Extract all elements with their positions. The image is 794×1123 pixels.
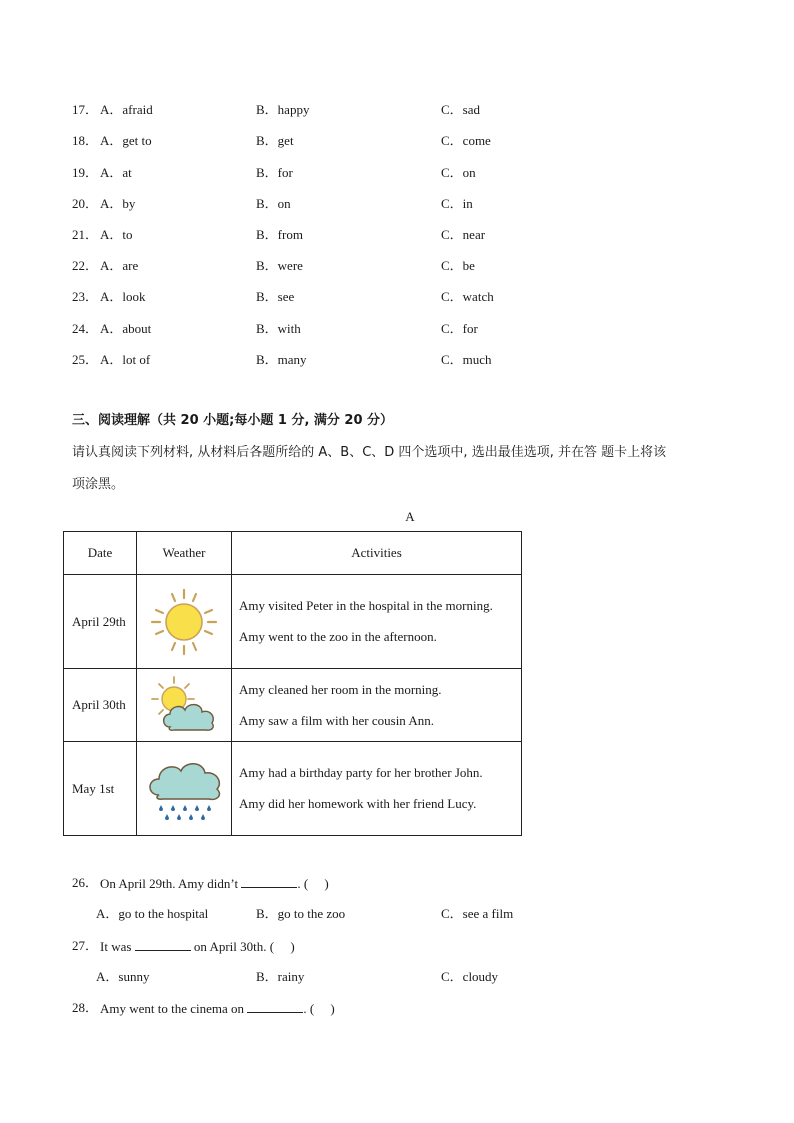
choice-option-a: A．are xyxy=(100,258,139,273)
answer-blank xyxy=(247,998,303,1013)
question-number: 26． xyxy=(72,875,99,890)
activity-line: Amy had a birthday party for her brother John. xyxy=(239,765,483,780)
rain-cloud-icon xyxy=(143,751,225,827)
activity-line: Amy cleaned her room in the morning. xyxy=(239,681,442,697)
activities-cell xyxy=(232,742,522,836)
choice-option-b: B．see xyxy=(256,289,295,304)
choice-option-b: B．happy xyxy=(256,102,310,117)
choice-number: 25． xyxy=(72,352,99,367)
question-text: On April 29th. Amy didn’t xyxy=(100,876,239,891)
header-date: Date xyxy=(64,532,137,575)
choice-option-b: B．many xyxy=(256,352,307,367)
choice-option-c: C．in xyxy=(441,196,473,211)
question-text-end: on April 30th. ( ) xyxy=(193,939,295,954)
weather-cell xyxy=(137,669,232,742)
instruction-line-1: 请认真阅读下列材料, 从材料后各题所给的 A、B、C、D 四个选项中, 选出最佳选项, 并在答 题卡上将该 xyxy=(72,445,667,460)
answer-blank xyxy=(241,873,297,888)
header-activities: Activities xyxy=(232,532,522,575)
choice-number: 17． xyxy=(72,102,99,117)
weather-cell xyxy=(137,742,232,836)
choice-option-c: C．for xyxy=(441,321,478,336)
choice-option-a: A．lot of xyxy=(100,352,151,367)
choice-option-b: B．for xyxy=(256,165,293,180)
row-date: April 29th xyxy=(64,575,137,669)
instruction-line-2: 项涂黑。 xyxy=(72,477,125,492)
question-stem xyxy=(100,873,329,894)
question-text-end: . ( ) xyxy=(303,1001,335,1016)
choice-option-b: B．get xyxy=(256,133,294,148)
choice-option-c: C．near xyxy=(441,227,486,242)
section-title: 三、阅读理解（共 20 小题;每小题 1 分, 满分 20 分） xyxy=(72,413,394,428)
choice-option-c: C．come xyxy=(441,133,491,148)
question-text-end: . ( ) xyxy=(297,876,329,891)
header-weather: Weather xyxy=(137,532,232,575)
sun-icon xyxy=(144,584,224,660)
question-stem xyxy=(100,936,295,957)
weather-cell xyxy=(137,575,232,669)
activity-line: Amy went to the zoo in the afternoon. xyxy=(239,629,437,644)
weather-activities-table xyxy=(63,531,522,836)
choice-number: 18． xyxy=(72,133,99,148)
table-row xyxy=(64,742,522,836)
passage-label: A xyxy=(405,509,415,524)
choice-option-b: B．from xyxy=(256,227,303,242)
choice-option-c: C．sad xyxy=(441,102,481,117)
activities-cell xyxy=(232,575,522,669)
choice-option-c: C．watch xyxy=(441,289,494,304)
question-option-c: C．see a film xyxy=(441,906,514,921)
question-option-b: B．go to the zoo xyxy=(256,906,346,921)
question-number: 27． xyxy=(72,938,99,953)
choice-number: 22． xyxy=(72,258,99,273)
choice-option-c: C．much xyxy=(441,352,492,367)
choice-option-a: A．look xyxy=(100,289,146,304)
choice-option-a: A．at xyxy=(100,165,132,180)
choice-option-b: B．with xyxy=(256,321,301,336)
activities-cell xyxy=(232,669,522,742)
row-date: April 30th xyxy=(64,669,137,742)
activity-line: Amy saw a film with her cousin Ann. xyxy=(239,712,434,728)
partly-cloudy-icon xyxy=(144,673,224,737)
question-option-b: B．rainy xyxy=(256,969,305,984)
choice-option-c: C．on xyxy=(441,165,476,180)
table-row xyxy=(64,575,522,669)
choice-number: 19． xyxy=(72,165,99,180)
table-row xyxy=(64,669,522,742)
choice-option-a: A．to xyxy=(100,227,133,242)
choice-option-a: A．get to xyxy=(100,133,152,148)
activity-line: Amy did her homework with her friend Lucy. xyxy=(239,796,477,811)
choice-option-b: B．were xyxy=(256,258,303,273)
question-text: Amy went to the cinema on xyxy=(100,1001,245,1016)
question-stem xyxy=(100,998,335,1019)
choice-number: 21． xyxy=(72,227,99,242)
choice-option-c: C．be xyxy=(441,258,475,273)
question-number: 28． xyxy=(72,1000,99,1015)
choice-option-a: A．afraid xyxy=(100,102,153,117)
choice-option-a: A．by xyxy=(100,196,136,211)
question-option-a: A．sunny xyxy=(96,969,150,984)
choice-number: 23． xyxy=(72,289,99,304)
question-text: It was xyxy=(100,939,132,954)
question-option-c: C．cloudy xyxy=(441,969,499,984)
row-date: May 1st xyxy=(64,742,137,836)
choice-option-a: A．about xyxy=(100,321,152,336)
table-header-row xyxy=(64,532,522,575)
answer-blank xyxy=(135,936,191,951)
choice-number: 24． xyxy=(72,321,99,336)
choice-number: 20． xyxy=(72,196,99,211)
choice-option-b: B．on xyxy=(256,196,291,211)
question-option-a: A．go to the hospital xyxy=(96,906,209,921)
activity-line: Amy visited Peter in the hospital in the morning. xyxy=(239,598,493,613)
